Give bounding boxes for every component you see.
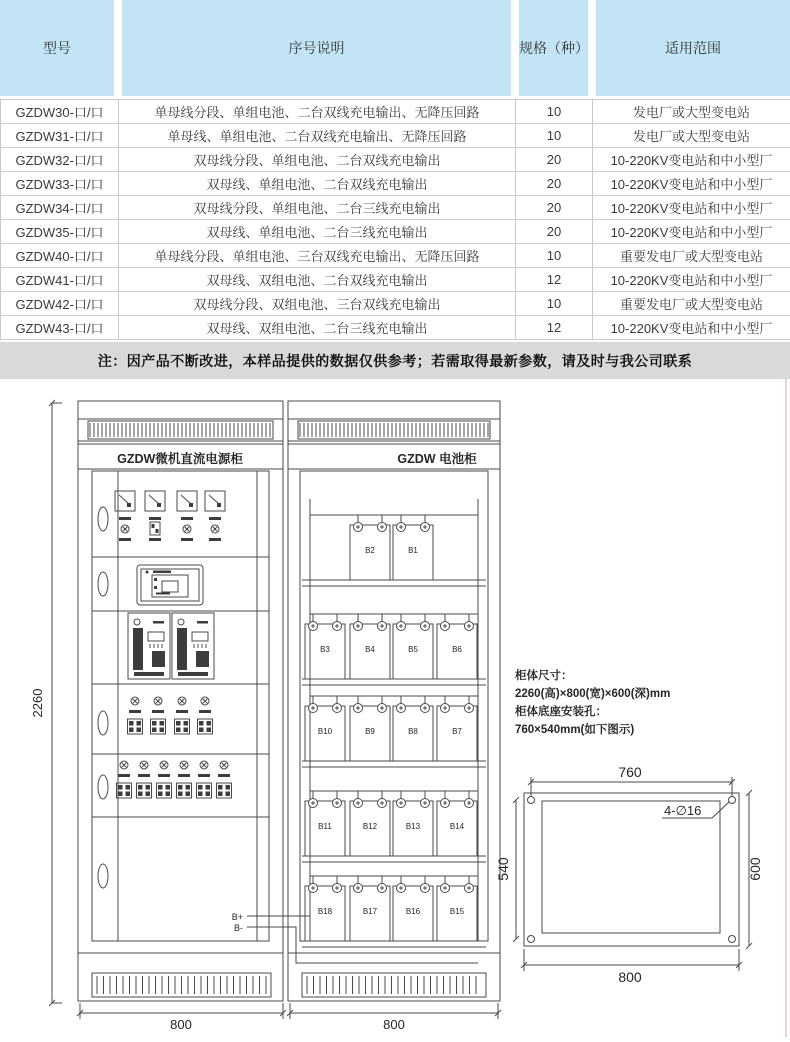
height-dimension <box>30 400 62 1006</box>
battery-cell <box>350 791 390 856</box>
column-header: 适用范围 <box>596 0 790 96</box>
battery-cell <box>437 791 477 856</box>
battery-cell <box>350 696 390 761</box>
table-cell: 20 <box>516 148 593 172</box>
table-row <box>1 196 790 220</box>
size-note-line3: 柜体底座安装孔： <box>515 704 607 718</box>
right-width-label: 800 <box>383 1017 405 1032</box>
table-cell: 10-220KV变电站和中小型厂 <box>593 268 790 292</box>
table-cell: 重要发电厂或大型变电站 <box>593 244 790 268</box>
spec-table-body <box>0 99 790 340</box>
table-cell: 20 <box>516 196 593 220</box>
base-right-dim: 600 <box>747 857 763 881</box>
table-cell: GZDW34-口/口 <box>1 196 119 220</box>
table-row <box>1 148 790 172</box>
size-note-line4: 760×540mm(如下图示) <box>515 722 634 736</box>
battery-cell <box>393 614 433 679</box>
battery-label: B1 <box>408 546 418 555</box>
table-cell: 10-220KV变电站和中小型厂 <box>593 148 790 172</box>
table-cell: 双母线、单组电池、二台三线充电输出 <box>119 220 516 244</box>
vent-grille <box>300 423 488 437</box>
table-row <box>1 316 790 340</box>
table-row <box>1 292 790 316</box>
battery-label: B8 <box>408 727 418 736</box>
battery-cell <box>305 791 345 856</box>
battery-cell <box>437 696 477 761</box>
table-row <box>1 268 790 292</box>
table-cell: 双母线分段、单组电池、二台三线充电输出 <box>119 196 516 220</box>
left-cabinet-title: GZDW微机直流电源柜 <box>117 451 243 466</box>
breaker-rows <box>117 697 232 798</box>
door-handles <box>98 507 108 888</box>
left-width-dimension <box>77 1003 286 1032</box>
battery-label: B16 <box>406 907 421 916</box>
table-cell: 双母线、单组电池、二台双线充电输出 <box>119 172 516 196</box>
column-header: 型号 <box>0 0 114 96</box>
size-note-line1: 柜体尺寸： <box>515 668 573 682</box>
battery-label: B12 <box>363 822 378 831</box>
table-cell: 10 <box>516 100 593 124</box>
height-dim-label: 2260 <box>30 689 45 718</box>
charger-modules <box>128 613 214 679</box>
battery-cell <box>350 515 390 580</box>
door-handle-icon <box>98 775 108 799</box>
table-cell: 12 <box>516 316 593 340</box>
table-cell: 单母线、单组电池、二台双线充电输出、无降压回路 <box>119 124 516 148</box>
battery-cell <box>393 515 433 580</box>
battery-cell <box>305 696 345 761</box>
battery-label: B17 <box>363 907 378 916</box>
cabinet-drawings <box>0 379 790 1037</box>
monitor-unit <box>137 565 203 605</box>
battery-label: B4 <box>365 645 375 654</box>
base-mounting-diagram <box>495 764 763 985</box>
table-cell: 重要发电厂或大型变电站 <box>593 292 790 316</box>
battery-label: B5 <box>408 645 418 654</box>
table-row <box>1 220 790 244</box>
spec-table-header-row <box>0 0 790 96</box>
table-cell: 单母线分段、单组电池、二台双线充电输出、无降压回路 <box>119 100 516 124</box>
table-cell: 20 <box>516 220 593 244</box>
battery-label: B13 <box>406 822 421 831</box>
battery-cabinet <box>288 401 500 1001</box>
size-note-line2: 2260(高)×800(宽)×600(深)mm <box>515 686 670 700</box>
table-row <box>1 244 790 268</box>
right-cabinet-title: GZDW 电池柜 <box>397 451 477 466</box>
door-handle-icon <box>98 864 108 888</box>
panel-meters <box>115 491 225 520</box>
table-cell: 双母线分段、单组电池、二台双线充电输出 <box>119 148 516 172</box>
door-handle-icon <box>98 507 108 531</box>
battery-cell <box>305 614 345 679</box>
table-cell: 10 <box>516 244 593 268</box>
table-cell: 10-220KV变电站和中小型厂 <box>593 172 790 196</box>
battery-label: B10 <box>318 727 333 736</box>
table-cell: GZDW43-口/口 <box>1 316 119 340</box>
table-cell: 12 <box>516 268 593 292</box>
door-handle-icon <box>98 711 108 735</box>
bottom-vent-grille <box>97 976 266 994</box>
table-cell: 10-220KV变电站和中小型厂 <box>593 220 790 244</box>
battery-cell <box>393 791 433 856</box>
base-left-dim: 540 <box>495 857 511 881</box>
note-bar: 注：因产品不断改进，本样品提供的数据仅供参考；若需取得最新参数，请及时与我公司联系 <box>0 342 790 379</box>
table-cell: 双母线、双组电池、二台三线充电输出 <box>119 316 516 340</box>
column-header: 规格（种） <box>519 0 588 96</box>
battery-label: B2 <box>365 546 375 555</box>
battery-cell <box>393 876 433 941</box>
table-cell: 10-220KV变电站和中小型厂 <box>593 316 790 340</box>
battery-label: B9 <box>365 727 375 736</box>
table-row <box>1 124 790 148</box>
table-row <box>1 172 790 196</box>
left-width-label: 800 <box>170 1017 192 1032</box>
table-cell: 发电厂或大型变电站 <box>593 100 790 124</box>
battery-cell <box>350 876 390 941</box>
table-cell: GZDW32-口/口 <box>1 148 119 172</box>
model-spec-table <box>0 0 790 340</box>
wire-positive-label: B+ <box>232 912 243 922</box>
table-cell: GZDW35-口/口 <box>1 220 119 244</box>
battery-label: B14 <box>450 822 465 831</box>
table-cell: GZDW41-口/口 <box>1 268 119 292</box>
right-width-dimension <box>287 1003 501 1032</box>
table-cell: 20 <box>516 172 593 196</box>
table-cell: GZDW33-口/口 <box>1 172 119 196</box>
door-handle-icon <box>98 572 108 596</box>
battery-cell <box>305 876 345 941</box>
battery-cell <box>437 876 477 941</box>
column-header: 序号说明 <box>122 0 511 96</box>
table-cell: GZDW42-口/口 <box>1 292 119 316</box>
table-cell: GZDW31-口/口 <box>1 124 119 148</box>
base-top-dim: 760 <box>618 764 642 780</box>
battery-cell <box>437 614 477 679</box>
cabinet-size-note <box>515 668 670 736</box>
table-cell: 10 <box>516 292 593 316</box>
table-cell: 双母线、双组电池、二台双线充电输出 <box>119 268 516 292</box>
battery-label: B7 <box>452 727 462 736</box>
battery-bank <box>305 515 478 941</box>
bottom-vent-grille <box>307 976 476 994</box>
table-cell: 发电厂或大型变电站 <box>593 124 790 148</box>
battery-label: B6 <box>452 645 462 654</box>
battery-cell <box>393 696 433 761</box>
table-cell: GZDW30-口/口 <box>1 100 119 124</box>
vent-grille <box>90 423 270 437</box>
battery-shelves <box>302 580 486 947</box>
dc-power-cabinet <box>78 401 283 1001</box>
battery-label: B3 <box>320 645 330 654</box>
battery-label: B11 <box>318 822 332 831</box>
battery-cell <box>350 614 390 679</box>
base-bottom-dim: 800 <box>618 969 642 985</box>
table-cell: 单母线分段、单组电池、三台双线充电输出、无降压回路 <box>119 244 516 268</box>
table-cell: 10 <box>516 124 593 148</box>
table-row <box>1 100 790 124</box>
wire-negative-label: B- <box>234 923 243 933</box>
table-cell: 10-220KV变电站和中小型厂 <box>593 196 790 220</box>
table-cell: 双母线分段、双组电池、三台双线充电输出 <box>119 292 516 316</box>
battery-label: B18 <box>318 907 333 916</box>
table-cell: GZDW40-口/口 <box>1 244 119 268</box>
hole-count-label: 4-∅16 <box>664 803 701 818</box>
indicator-lamps <box>119 522 221 541</box>
battery-label: B15 <box>450 907 465 916</box>
